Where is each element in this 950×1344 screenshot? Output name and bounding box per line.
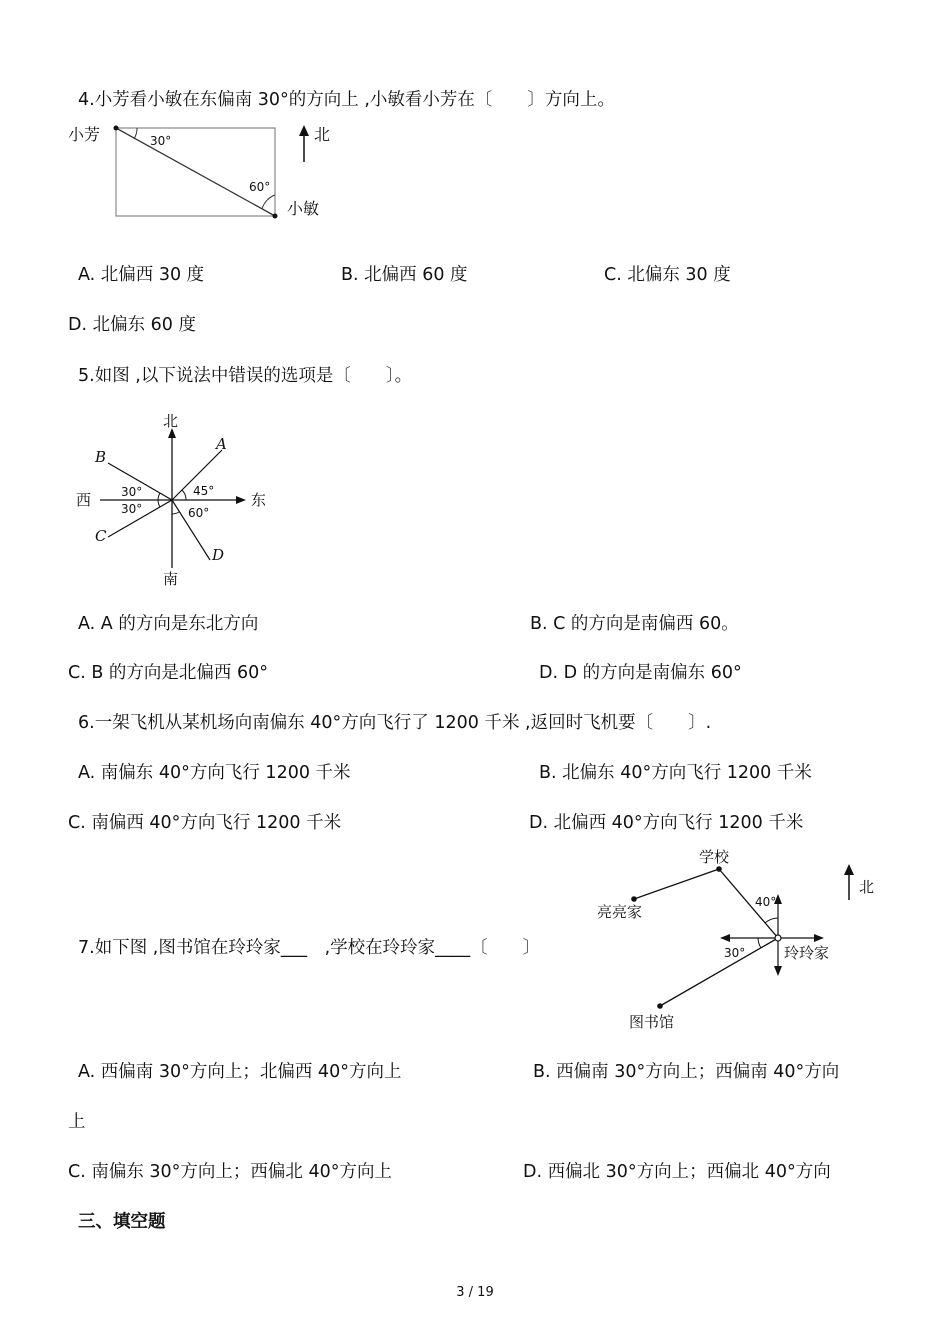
section-title: 三、填空题 [78, 1212, 166, 1232]
q7-label-liangliang: 亮亮家 [597, 903, 643, 921]
q7-line-library [660, 938, 778, 1006]
q7-arc-30 [758, 938, 761, 948]
q4-label-xiaomin: 小敏 [287, 199, 320, 218]
q7-liangliang-point [631, 896, 637, 902]
q5-label-c: C [95, 527, 107, 545]
q5-option-c[interactable]: C. B 的方向是北偏西 60° [68, 663, 268, 683]
q5-label-angle-d: 60° [188, 506, 210, 520]
q7-library-point [657, 1003, 663, 1009]
q5-label-a: A [216, 435, 227, 453]
q7-option-a[interactable]: A. 西偏南 30°方向上；北偏西 40°方向上 [78, 1062, 402, 1082]
q5-label-south: 南 [163, 570, 179, 588]
q6-option-d[interactable]: D. 北偏西 40°方向飞行 1200 千米 [529, 813, 804, 833]
q7-label-school: 学校 [699, 848, 730, 866]
q5-label-b: B [95, 448, 107, 466]
q4-label-30: 30° [150, 134, 172, 148]
q7-school-point [716, 866, 722, 872]
q6-option-a[interactable]: A. 南偏东 40°方向飞行 1200 千米 [78, 763, 351, 783]
q4-option-b[interactable]: B. 北偏西 60 度 [341, 265, 468, 285]
q5-label-east: 东 [251, 491, 267, 509]
q4-label-60: 60° [249, 180, 271, 194]
q7-label-30: 30° [724, 946, 746, 960]
q5-label-angle-a: 45° [193, 484, 215, 498]
q7-line-liangliang [634, 869, 719, 899]
q5-question: 5.如图 ,以下说法中错误的选项是〔 〕。 [78, 366, 413, 386]
south-arrow-icon [774, 966, 782, 976]
q4-label-north: 北 [314, 125, 331, 144]
q5-option-b[interactable]: B. C 的方向是南偏西 60。 [530, 614, 739, 634]
q5-label-angle-b: 30° [121, 485, 143, 499]
q5-label-west: 西 [76, 491, 92, 509]
q4-option-a[interactable]: A. 北偏西 30 度 [78, 265, 205, 285]
north-arrow-icon [844, 864, 854, 875]
east-arrow-icon [814, 934, 824, 942]
q7-label-north: 北 [859, 878, 875, 896]
q7-option-d[interactable]: D. 西偏北 30°方向上；西偏北 40°方向 [523, 1162, 831, 1182]
q6-question: 6.一架飞机从某机场向南偏东 40°方向飞行了 1200 千米 ,返回时飞机要〔 〕. [78, 713, 712, 733]
q5-label-d: D [212, 546, 225, 564]
q4-option-d[interactable]: D. 北偏东 60 度 [68, 315, 196, 335]
page-number: 3 / 19 [456, 1285, 494, 1300]
q7-option-c[interactable]: C. 南偏东 30°方向上；西偏北 40°方向上 [68, 1162, 393, 1182]
q6-option-b[interactable]: B. 北偏东 40°方向飞行 1200 千米 [539, 763, 812, 783]
q7-option-b[interactable]: B. 西偏南 30°方向上；西偏南 40°方向 [533, 1062, 840, 1082]
q5-label-north: 北 [163, 412, 179, 430]
q7-label-library: 图书馆 [629, 1013, 675, 1031]
q4-option-c[interactable]: C. 北偏东 30 度 [604, 265, 731, 285]
q7-arc-40 [765, 918, 778, 923]
q5-option-d[interactable]: D. D 的方向是南偏东 60° [539, 663, 742, 683]
west-arrow-icon [720, 934, 730, 942]
q7-label-40: 40° [755, 895, 777, 909]
q4-question: 4.小芳看小敏在东偏南 30°的方向上 ,小敏看小芳在〔 〕方向上。 [78, 90, 615, 110]
q6-option-c[interactable]: C. 南偏西 40°方向飞行 1200 千米 [68, 813, 342, 833]
q7-lingling-point [775, 935, 781, 941]
q7-label-lingling: 玲玲家 [784, 944, 830, 962]
q5-option-a[interactable]: A. A 的方向是东北方向 [78, 614, 259, 634]
q7-option-b-cont: 上 [68, 1112, 86, 1132]
q5-label-angle-c: 30° [121, 502, 143, 516]
q7-question: 7.如下图 ,图书馆在玲玲家___ ,学校在玲玲家____〔 〕 [78, 938, 541, 958]
q4-label-xiaofang: 小芳 [68, 125, 101, 144]
